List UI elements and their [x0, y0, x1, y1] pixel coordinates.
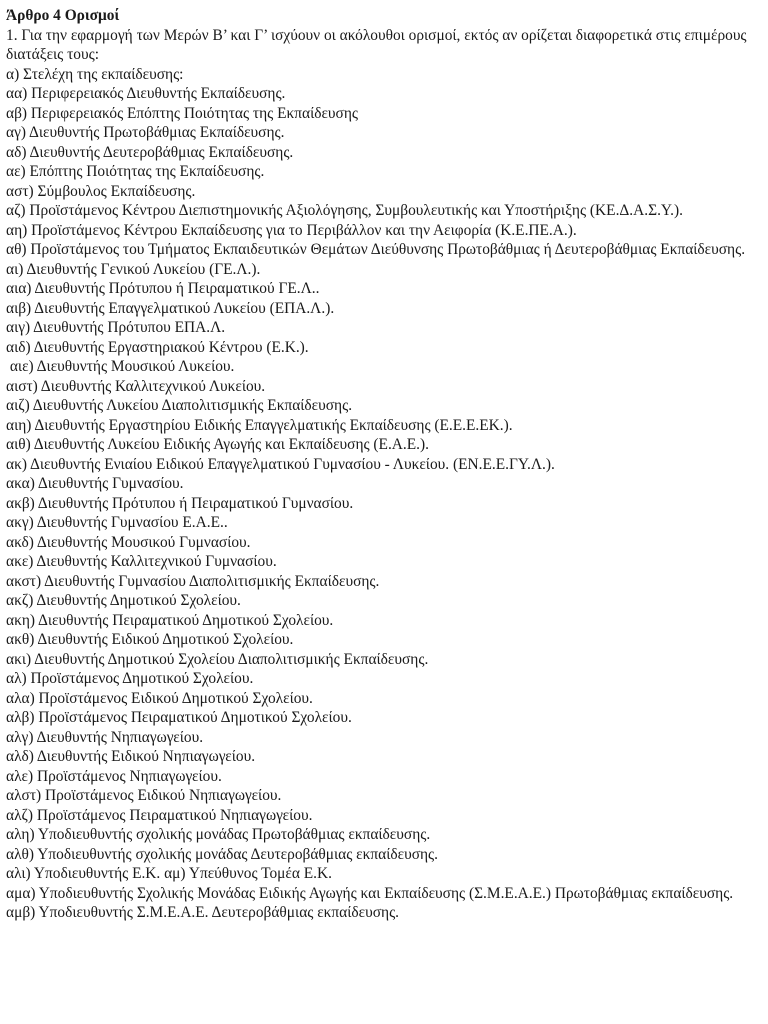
definition-item: αθ) Προϊστάμενος του Τμήματος Εκπαιδευτικών Θεμάτων Διεύθυνσης Πρωτοβάθμιας ή Δευτεροβάθμιας Εκπαίδευσης.: [6, 241, 746, 258]
definition-item: ακγ) Διευθυντής Γυμνασίου Ε.Α.Ε..: [6, 514, 228, 531]
definition-item: αλ) Προϊστάμενος Δημοτικού Σχολείου.: [6, 670, 254, 687]
definition-item: αιστ) Διευθυντής Καλλιτεχνικού Λυκείου.: [6, 377, 266, 395]
definition-item: αζ) Προϊστάμενος Κέντρου Διεπιστημονικής Αξιολόγησης, Συμβουλευτικής και Υποστήριξης (ΚΕ.Δ.Α.Σ.Υ.).: [6, 202, 683, 219]
definition-item: αα) Περιφερειακός Διευθυντής Εκπαίδευσης.: [6, 85, 286, 102]
definition-item: α) Στελέχη της εκπαίδευσης:: [6, 65, 184, 83]
definition-item: αμβ) Υποδιευθυντής Σ.Μ.Ε.Α.Ε. Δευτεροβάθμιας εκπαίδευσης.: [6, 904, 400, 921]
definition-item: αη) Προϊστάμενος Κέντρου Εκπαίδευσης για το Περιβάλλον και την Αειφορία (Κ.Ε.ΠΕ.Α.).: [6, 221, 577, 239]
definition-item: ακα) Διευθυντής Γυμνασίου.: [6, 475, 184, 492]
definition-item: αια) Διευθυντής Πρότυπου ή Πειραματικού ΓΕ.Λ..: [6, 280, 320, 297]
definition-item: ακζ) Διευθυντής Δημοτικού Σχολείου.: [6, 592, 241, 609]
definition-item: αιγ) Διευθυντής Πρότυπου ΕΠΑ.Λ.: [6, 319, 226, 336]
definition-item: αλη) Υποδιευθυντής σχολικής μονάδας Πρωτοβάθμιας εκπαίδευσης.: [6, 826, 431, 843]
article-title: Άρθρο 4 Ορισμοί: [6, 7, 120, 24]
definition-item: ακδ) Διευθυντής Μουσικού Γυμνασίου.: [6, 533, 251, 551]
definition-item: αλζ) Προϊστάμενος Πειραματικού Νηπιαγωγείου.: [6, 806, 313, 824]
definition-item: αε) Επόπτης Ποιότητας της Εκπαίδευσης.: [6, 163, 265, 180]
definition-list: [6, 26, 762, 923]
definition-item: ακστ) Διευθυντής Γυμνασίου Διαπολιτισμικής Εκπαίδευσης.: [6, 572, 380, 590]
definition-item: αβ) Περιφερειακός Επόπτης Ποιότητας της Εκπαίδευσης: [6, 104, 358, 122]
definition-item: αιζ) Διευθυντής Λυκείου Διαπολιτισμικής Εκπαίδευσης.: [6, 397, 353, 414]
definition-item: αγ) Διευθυντής Πρωτοβάθμιας Εκπαίδευσης.: [6, 124, 285, 141]
definition-item: αιβ) Διευθυντής Επαγγελματικού Λυκείου (ΕΠΑ.Λ.).: [6, 299, 335, 317]
document-body: [6, 6, 762, 923]
definition-item: αστ) Σύμβουλος Εκπαίδευσης.: [6, 182, 196, 200]
definition-item: αιθ) Διευθυντής Λυκείου Ειδικής Αγωγής και Εκπαίδευσης (Ε.Α.Ε.).: [6, 436, 429, 453]
definition-item: αι) Διευθυντής Γενικού Λυκείου (ΓΕ.Λ.).: [6, 260, 261, 278]
definition-item: αλστ) Προϊστάμενος Ειδικού Νηπιαγωγείου.: [6, 787, 282, 804]
intro-paragraph: 1. Για την εφαρμογή των Μερών Β’ και Γ’ ισχύουν οι ακόλουθοι ορισμοί, εκτός αν ορίζεται διαφορετικά στις επιμέρους διατάξεις τους:: [6, 26, 751, 63]
definition-item: αλγ) Διευθυντής Νηπιαγωγείου.: [6, 728, 204, 746]
definition-item: αλβ) Προϊστάμενος Πειραματικού Δημοτικού Σχολείου.: [6, 709, 352, 726]
definition-item: ακι) Διευθυντής Δημοτικού Σχολείου Διαπολιτισμικής Εκπαίδευσης.: [6, 650, 429, 668]
definition-item: αδ) Διευθυντής Δευτεροβάθμιας Εκπαίδευσης.: [6, 143, 294, 161]
definition-item: ακθ) Διευθυντής Ειδικού Δημοτικού Σχολείου.: [6, 631, 294, 648]
definition-item: ακ) Διευθυντής Ενιαίου Ειδικού Επαγγελματικού Γυμνασίου - Λυκείου. (ΕΝ.Ε.Ε.ΓΥ.Λ.).: [6, 455, 555, 473]
definition-item: ακβ) Διευθυντής Πρότυπου ή Πειραματικού Γυμνασίου.: [6, 494, 354, 512]
definition-item: αλα) Προϊστάμενος Ειδικού Δημοτικού Σχολείου.: [6, 689, 313, 707]
definition-item: αλι) Υποδιευθυντής Ε.Κ. αμ) Υπεύθυνος Τομέα Ε.Κ.: [6, 865, 332, 882]
definition-item: αλε) Προϊστάμενος Νηπιαγωγείου.: [6, 767, 222, 785]
definition-item: ακη) Διευθυντής Πειραματικού Δημοτικού Σχολείου.: [6, 611, 334, 629]
definition-item: αμα) Υποδιευθυντής Σχολικής Μονάδας Ειδικής Αγωγής και Εκπαίδευσης (Σ.Μ.Ε.Α.Ε.) Πρωτοβάθμιας εκπαίδευσης.: [6, 884, 734, 902]
definition-item: ακε) Διευθυντής Καλλιτεχνικού Γυμνασίου.: [6, 553, 277, 570]
definition-item: αιδ) Διευθυντής Εργαστηριακού Κέντρου (Ε.Κ.).: [6, 338, 309, 356]
definition-item: αιε) Διευθυντής Μουσικού Λυκείου.: [6, 358, 235, 375]
definition-item: αιη) Διευθυντής Εργαστηρίου Ειδικής Επαγγελματικής Εκπαίδευσης (Ε.Ε.Ε.ΕΚ.).: [6, 416, 513, 434]
definition-item: αλθ) Υποδιευθυντής σχολικής μονάδας Δευτεροβάθμιας εκπαίδευσης.: [6, 845, 438, 863]
definition-item: αλδ) Διευθυντής Ειδικού Νηπιαγωγείου.: [6, 748, 256, 765]
